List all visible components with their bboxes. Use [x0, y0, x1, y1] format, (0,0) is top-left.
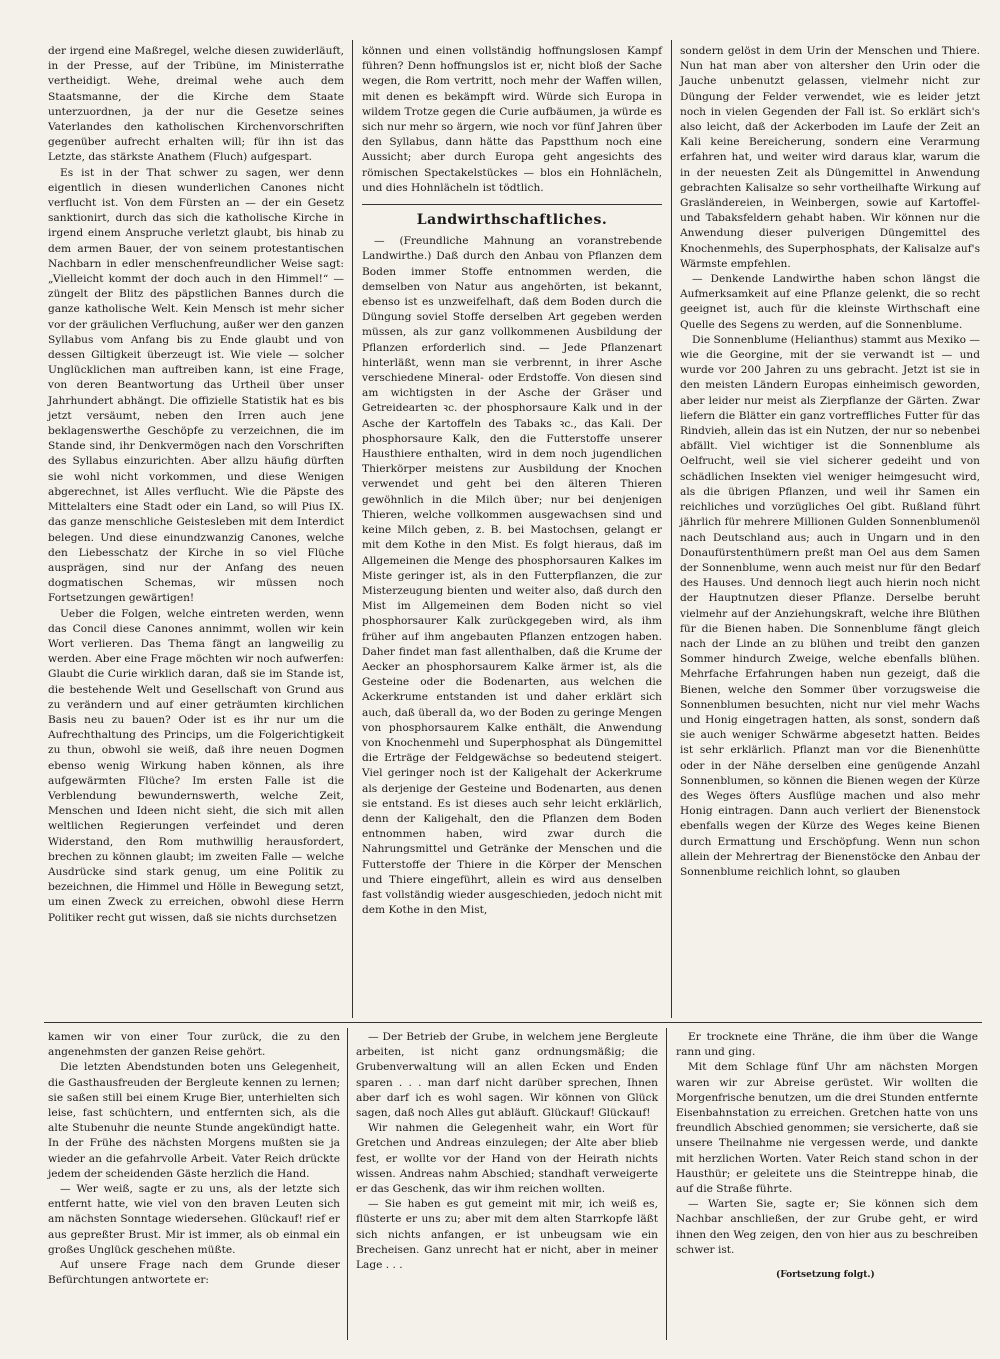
section-title: Landwirthschaftliches.: [416, 212, 608, 229]
paragraph: Wir nahmen die Gelegenheit wahr, ein Wort für Gretchen und Andreas einzulegen; der Alte aber blieb fest, er wollte vor der Hand von der Heirath nichts wissen. Andreas nahm Abschied; standhaft verweigerte er das Geschenk, das wir ihm reichen wollten.: [356, 1122, 658, 1196]
paragraph: Es ist in der That schwer zu sagen, wer denn eigentlich in diesen wunderlichen Canones nicht verflucht ist. Von dem Fürsten an — der ein Gesetz sanktionirt, durch das sich die katholische Kirche in irgend einem Anspruche verletzt glaubt, bis hinab zu dem armen Bauer, der von seinem protestantischen Nachbarn in edler menschenfreundlicher Weise sagt: „Vielleicht kommt der doch auch in den Himmel!“ — züngelt der Blitz des päpstlichen Bannes durch die ganze katholische Welt. Kein Mensch ist mehr sicher vor der gräulichen Verfluchung, außer wer den ganzen Syllabus vom Anfang bis zu Ende glaubt und von dessen Giltigkeit überzeugt ist. Wie viele — solcher Unglücklichen man auftreiben kann, ist eine Frage, von deren Beantwortung das Urtheil über unser Jahrhundert abhängt. Die offizielle Statistik hat es bis jetzt versäumt, neben den Irren auch jene beklagenswerthe Geschöpfe zu verzeichnen, die im Stande sind, ihr Denkvermögen nach den Vorschriften des Syllabus einzurichten. Aber allzu häufig dürften sie wohl nicht vorkommen, und diese Wenigen abgerechnet, ist Alles verflucht. Wie die Päpste des Mittelalters eine Stadt oder ein Land, so will Pius IX. das ganze menschliche Geistesleben mit dem Interdict belegen. Und diese einundzwanzig Canones, welche den Liebesschatz der Kirche in so viel Flüche ausprägen, sind nur der Anfang des neuen dogmatischen Schemas, wir müssen noch Fortsetzungen gewärtigen!: [48, 166, 344, 605]
paragraph: — Warten Sie, sagte er; Sie können sich dem Nachbar anschließen, der zur Grube geht, er wird ihnen den Weg zeigen, den von hier aus zu beschreiben schwer ist.: [676, 1198, 978, 1256]
feuilleton-column-2: [356, 1030, 658, 1338]
paragraph: kamen wir von einer Tour zurück, die zu den angenehmsten der ganzen Reise gehört.: [48, 1031, 340, 1059]
paragraph: Er trocknete eine Thräne, die ihm über die Wange rann und ging.: [676, 1031, 978, 1059]
paragraph: können und einen vollständig hoffnungslosen Kampf führen? Denn hoffnungslos ist er, nicht bloß der Sache wegen, die Rom vertritt, noch mehr der Waffen willen, mit denen es bekämpft wird. Würde sich Europa in wildem Trotze gegen die Curie aufbäumen, ja würde es sich nur mehr so ärgern, wie noch vor fünf Jahren über den Syllabus, dann hätte das Papstthum noch eine Aussicht; aber durch Europa geht angesichts des römischen Spectakelstückes — blos ein Hohnlächeln, und dies Hohnlächeln ist tödtlich.: [362, 45, 662, 194]
column-rule: [347, 1028, 348, 1340]
paragraph: — Denkende Landwirthe haben schon längst die Aufmerksamkeit auf eine Pflanze gelenkt, die so recht geeignet ist, auch für die kleinste Wirthschaft eine Quelle des Segens zu werden, auf die Sonnenblume.: [680, 273, 980, 331]
paragraph: — (Freundliche Mahnung an voranstrebende Landwirthe.) Daß durch den Anbau von Pflanzen dem Boden immer Stoffe entnommen werden, die demselben von Natur aus angehörten, ist bekannt, ebenso ist es unzweifelhaft, daß dem Boden durch die Düngung soviel Stoffe derselben Art gegeben werden müssen, als zur ganz vollkommenen Ausbildung der Pflanzen erforderlich sind. — Jede Pflanzenart hinterläßt, wenn man sie verbrennt, in ihrer Asche verschiedene Mineral- oder Erdstoffe. Von diesen sind am wichtigsten in der Asche der Gräser und Getreidearten ꝛc. der phosphorsaure Kalk und in der Asche der Kartoffeln des Tabaks ꝛc., das Kali. Der phosphorsaure Kalk, den die Futterstoffe unserer Hausthiere enthalten, wird in dem noch jugendlichen Thierkörper meistens zur Ausbildung der Knochen verwendet und geht bei den älteren Thieren gewöhnlich in die Milch über; nur bei denjenigen Thieren, welche vollkommen ausgewachsen sind und keine Milch geben, z. B. bei Mastochsen, gelangt er mit dem Kothe in den Mist. Es folgt hieraus, daß im Allgemeinen die Menge des phosphorsauren Kalkes im Miste geringer ist, als in den Futterpflanzen, die zur Misterzeugung bienten und weiter also, daß durch den Mist im Allgemeinen dem Boden nicht so viel phosphorsaurer Kalk zurückgegeben wird, als ihm früher auf ihm angebauten Pflanzen entzogen haben. Daher findet man fast allenthalben, daß die Krume der Aecker an phosphorsaurem Kalke ärmer ist, als die Gesteine oder die Bodenarten, aus welchen die Ackerkrume entstanden ist und daher erklärt sich auch, daß überall da, wo der Boden zu geringe Mengen von phosphorsaurem Kalke enthält, die Anwendung von Knochenmehl und Superphosphat als Düngemittel die Erträge der Feldgewächse so bedeutend steigert. Viel geringer noch ist der Kaligehalt der Ackerkrume als derjenige der Gesteine und Bodenarten, aus denen sie entstand. Es ist dieses auch sehr leicht erklärlich, denn der Kaligehalt, den die Pflanzen dem Boden entnommen haben, wird zwar durch die Nahrungsmittel und Getränke der Menschen und die Futterstoffe der Thiere in die Körper der Menschen und Thiere eingeführt, allein es wird aus denselben fast vollständig wieder ausgeschieden, jedoch nicht mit dem Kothe in den Mist,: [362, 235, 662, 917]
paragraph: — Der Betrieb der Grube, in welchem jene Bergleute arbeiten, ist nicht ganz ordnungsmäßig; die Grubenverwaltung will an allen Ecken und Enden sparen . . . man darf nicht darüber sprechen, Ihnen aber darf ich es wohl sagen. Wir können von Glück sagen, daß noch Alles gut abläuft. Glückauf! Glückauf!: [356, 1031, 658, 1120]
column-rule: [671, 40, 672, 1018]
paragraph: der irgend eine Maßregel, welche diesen zuwiderläuft, in der Presse, auf der Tribüne, im Ministerrathe vertheidigt. Wehe, dreimal wehe auch dem Staatsmanne, der die Kirche dem Staate unterzuordnen, ja der nur die Gesetze seines Vaterlandes den katholischen Kirchenvorschriften gegenüber aufrecht erhalten will; für ihn ist das Letzte, das stärkste Anathem (Fluch) aufgespart.: [48, 45, 344, 164]
section-divider: [44, 1022, 982, 1023]
article-column-2: [362, 44, 662, 1018]
paragraph: Ueber die Folgen, welche eintreten werden, wenn das Concil diese Canones annimmt, wollen wir kein Wort verlieren. Das Thema fängt an langweilig zu werden. Aber eine Frage möchten wir noch aufwerfen: Glaubt die Curie wirklich daran, daß sie im Stande ist, die bestehende Welt und Gesellschaft von Grund aus zu verändern und auf einer geträumten kirchlichen Basis neu zu bauen? Oder ist es ihr nur um die Aufrechthaltung des Princips, um die Folgerichtigkeit zu thun, obwohl sie weiß, daß ihre neuen Dogmen ebenso wenig Wirkung haben können, als ihre aufgewärmten Flüche? Im ersten Falle ist die Verblendung bewundernswerth, welche Zeit, Menschen und Ideen nicht sieht, die sich mit allen weltlichen Regierungen verfeindet und deren Widerstand, den Rom muthwillig herausfordert, brechen zu können glaubt; im zweiten Falle — welche Ausdrücke sind stark genug, um eine Politik zu bezeichnen, die Himmel und Hölle in Bewegung setzt, um einen Zweck zu erreichen, obwohl diese Herrn Politiker recht gut wissen, daß sie nichts durchsetzen: [48, 607, 344, 924]
paragraph: — Wer weiß, sagte er zu uns, als der letzte sich entfernt hatte, wie viel von den braven Leuten sich am nächsten Sonntage wiedersehen. Glückauf! rief er aus gepreßter Brust. Mir ist immer, als ob einmal ein großes Unglück geschehen müßte.: [48, 1183, 340, 1256]
column-rule: [666, 1028, 667, 1340]
paragraph: — Sie haben es gut gemeint mit mir, ich weiß es, flüsterte er uns zu; aber mit dem alten Starrkopfe läßt sich nichts anfangen, er ist unbeugsam wie ein Brecheisen. Ganz unrecht hat er nicht, aber in meiner Lage . . .: [356, 1198, 658, 1272]
article-column-3: [680, 44, 980, 1018]
paragraph: Mit dem Schlage fünf Uhr am nächsten Morgen waren wir zur Abreise gerüstet. Wir wollten die Morgenfrische benutzen, um die drei Stunden entfernte Eisenbahnstation zu erreichen. Gretchen hatte von uns freundlich Abschied genommen; sie versicherte, daß sie unsere Theilnahme nie vergessen werde, und dankte mit herzlichen Worten. Vater Reich stand schon in der Hausthür; er geleitete uns die Steintreppe hinab, die auf die Straße führte.: [676, 1061, 978, 1196]
paragraph: Die letzten Abendstunden boten uns Gelegenheit, die Gasthausfreuden der Bergleute kennen zu lernen; sie saßen still bei einem Kruge Bier, unterhielten sich leise, fast schüchtern, und entfernten sich, als die alte Stubenuhr die neunte Stunde angekündigt hatte. In der Frühe des nächsten Morgens mußten sie ja wieder an die gefahrvolle Arbeit. Vater Reich drückte jedem der scheidenden Gäste herzlich die Hand.: [48, 1061, 340, 1180]
article-column-1: [48, 44, 344, 1018]
paragraph: Auf unsere Frage nach dem Grunde dieser Befürchtungen antwortete er:: [48, 1259, 340, 1287]
paragraph: sondern gelöst in dem Urin der Menschen und Thiere. Nun hat man aber von altersher den Urin oder die Jauche unbenutzt gelassen, vielmehr nicht zur Düngung der Felder verwendet, wie es leider jetzt noch in vielen Gegenden der Fall ist. So erklärt sich's also leicht, daß der Ackerboden im Laufe der Zeit an Kali keine Bereicherung, sondern eine Verarmung erfahren hat, und weiter wird daraus klar, warum die in der neuesten Zeit als Düngemittel in Anwendung gebrachten Kalisalze so sehr vortheilhafte Wirkung auf Grasländereien, in Weinbergen, sowie auf Kartoffel- und Tabaksfeldern gehabt haben. Wir können nur die Anwendung dieser pulverigen Düngemittel des Knochenmehls, des Superphosphats, der Kalisalze auf's Wärmste empfehlen.: [680, 45, 980, 270]
article-divider: [362, 204, 662, 205]
paragraph: Die Sonnenblume (Helianthus) stammt aus Mexiko — wie die Georgine, mit der sie verwandt ist — und wurde vor 200 Jahren zu uns gebracht. Jetzt ist sie in den meisten Ländern Europas einheimisch geworden, aber leider nur meist als Zierpflanze der Gärten. Zwar liefern die Blätter ein ganz vortreffliches Futter für das Rindvieh, allein das ist ein Nutzen, der nur so nebenbei abfällt. Viel wichtiger ist die Sonnenblume als Oelfrucht, weil sie viel sicherer gedeiht und von schädlichen Insekten viel weniger heimgesucht wird, als die übrigen Pflanzen, und weil ihr Samen ein reichliches und vorzügliches Oel gibt. Rußland führt jährlich für mehrere Millionen Gulden Sonnenblumenöl nach Deutschland aus; auch in Ungarn und in den Donaufürstenthümern preßt man Oel aus dem Samen der Sonnenblume, wenn auch meist nur für den Bedarf des Hauses. Und dennoch liegt auch hierin noch nicht der Hauptnutzen dieser Pflanze. Derselbe beruht vielmehr auf der Anziehungskraft, welche ihre Blüthen für die Bienen haben. Die Sonnenblume fängt gleich nach der Linde an zu blühen und treibt den ganzen Sommer hindurch Zweige, welche ebenfalls blühen. Mehrfache Erfahrungen haben nun gezeigt, daß die Bienen, welche den Sommer über vorzugsweise die Sonnenblumen besuchten, nicht nur viel mehr Wachs und Honig eingetragen hatten, als sonst, sondern daß sie auch weniger Schwärme abgesetzt hatten. Beides ist sehr erklärlich. Pflanzt man vor die Bienenhütte oder in der Nähe derselben eine genügende Anzahl Sonnenblumen, so können die Bienen wegen der Kürze des Weges öfters Ausflüge machen und also mehr Honig eintragen. Dann auch verliert der Bienenstock ebenfalls wegen der Kürze des Weges keine Bienen durch Ermattung und Erschöpfung. Wenn nun schon allein der Mehrertrag der Bienenstöcke den Anbau der Sonnenblume reichlich lohnt, so glauben: [680, 333, 980, 878]
feuilleton-column-3: [676, 1030, 978, 1256]
feuilleton-column-1: [48, 1030, 340, 1338]
column-rule: [352, 40, 353, 1018]
continued-note: (Fortsetzung folgt.): [776, 1270, 875, 1280]
newspaper-page: [44, 40, 982, 1340]
